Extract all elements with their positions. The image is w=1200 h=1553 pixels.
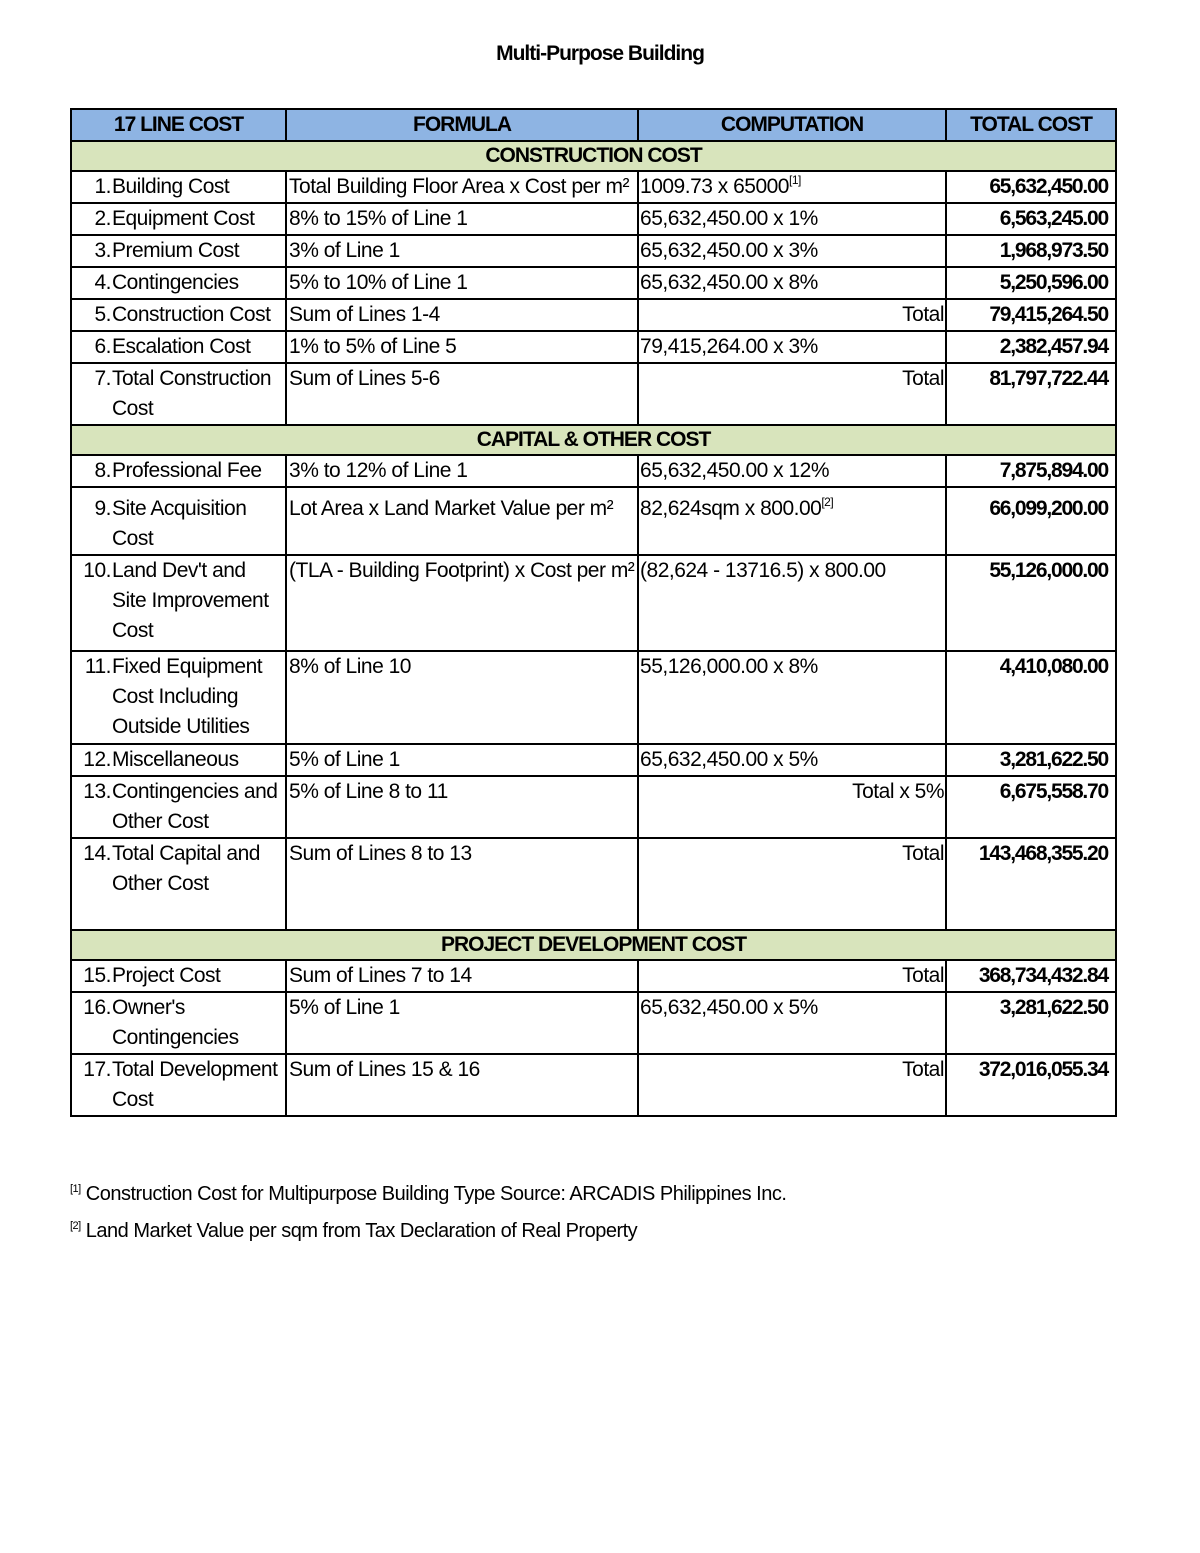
- computation-text: (82,624 - 13716.5) x 800.00: [640, 559, 886, 582]
- computation-cell: [638, 960, 946, 992]
- computation-cell: [638, 555, 946, 651]
- computation-text: 65,632,450.00 x 5%: [640, 996, 818, 1019]
- line-item: Contingencies and Other Cost: [111, 776, 286, 838]
- line-item: Construction Cost: [111, 299, 286, 331]
- total-cost-cell: 4,410,080.00: [946, 651, 1116, 744]
- computation-cell: [638, 299, 946, 331]
- line-item: Site Acquisition Cost: [111, 487, 286, 555]
- table-row: [71, 331, 1116, 363]
- computation-cell: [638, 1054, 946, 1116]
- formula-cell: Sum of Lines 8 to 13: [286, 838, 638, 930]
- line-number: 15.: [71, 960, 111, 992]
- table-row: [71, 455, 1116, 487]
- line-number: 17.: [71, 1054, 111, 1116]
- section-row-construction: [71, 141, 1116, 171]
- footnote-reference: [1]: [789, 173, 801, 187]
- computation-cell: [638, 171, 946, 203]
- total-cost-cell: 81,797,722.44: [946, 363, 1116, 425]
- table-row: [71, 487, 1116, 555]
- total-cost-cell: 6,675,558.70: [946, 776, 1116, 838]
- formula-cell: 3% of Line 1: [286, 235, 638, 267]
- line-item: Contingencies: [111, 267, 286, 299]
- section-title-construction: CONSTRUCTION COST: [71, 141, 1116, 171]
- computation-text: Total: [902, 1058, 945, 1081]
- computation-text: 65,632,450.00 x 5%: [640, 748, 818, 771]
- section-row-project: [71, 930, 1116, 960]
- total-cost-cell: 6,563,245.00: [946, 203, 1116, 235]
- line-item: Project Cost: [111, 960, 286, 992]
- line-item: Premium Cost: [111, 235, 286, 267]
- formula-cell: Total Building Floor Area x Cost per m²: [286, 171, 638, 203]
- table-header-row: [71, 109, 1116, 141]
- computation-cell: [638, 331, 946, 363]
- computation-text: 79,415,264.00 x 3%: [640, 335, 818, 358]
- line-number: 9.: [71, 487, 111, 555]
- table-row: [71, 363, 1116, 425]
- line-number: 3.: [71, 235, 111, 267]
- computation-text: 82,624sqm x 800.00: [640, 497, 822, 520]
- total-cost-cell: 66,099,200.00: [946, 487, 1116, 555]
- formula-cell: Lot Area x Land Market Value per m²: [286, 487, 638, 555]
- line-item: Professional Fee: [111, 455, 286, 487]
- header-total-cost: TOTAL COST: [946, 109, 1116, 141]
- table-row: [71, 1054, 1116, 1116]
- line-number: 12.: [71, 744, 111, 776]
- formula-cell: Sum of Lines 7 to 14: [286, 960, 638, 992]
- total-cost-cell: 1,968,973.50: [946, 235, 1116, 267]
- footnote-1: [70, 1183, 786, 1206]
- computation-cell: [638, 203, 946, 235]
- table-row: [71, 171, 1116, 203]
- computation-cell: [638, 838, 946, 930]
- total-cost-cell: 55,126,000.00: [946, 555, 1116, 651]
- formula-cell: Sum of Lines 5-6: [286, 363, 638, 425]
- line-item: Building Cost: [111, 171, 286, 203]
- total-cost-cell: 7,875,894.00: [946, 455, 1116, 487]
- computation-text: Total: [902, 964, 945, 987]
- total-cost-cell: 5,250,596.00: [946, 267, 1116, 299]
- footnote-mark: [2]: [70, 1220, 81, 1232]
- formula-cell: Sum of Lines 1-4: [286, 299, 638, 331]
- formula-cell: 8% of Line 10: [286, 651, 638, 744]
- computation-cell: [638, 363, 946, 425]
- header-computation: COMPUTATION: [638, 109, 946, 141]
- line-number: 7.: [71, 363, 111, 425]
- computation-text: Total x 5%: [852, 780, 945, 803]
- total-cost-cell: 368,734,432.84: [946, 960, 1116, 992]
- footnote-text: Land Market Value per sqm from Tax Declaration of Real Property: [85, 1220, 638, 1242]
- header-formula: FORMULA: [286, 109, 638, 141]
- computation-cell: [638, 992, 946, 1054]
- computation-text: 65,632,450.00 x 12%: [640, 459, 830, 482]
- line-number: 11.: [71, 651, 111, 744]
- computation-cell: [638, 744, 946, 776]
- section-row-capital: [71, 425, 1116, 455]
- table-row: [71, 776, 1116, 838]
- computation-cell: [638, 455, 946, 487]
- table-row: [71, 651, 1116, 744]
- line-item: Total Construction Cost: [111, 363, 286, 425]
- computation-text: 65,632,450.00 x 3%: [640, 239, 818, 262]
- total-cost-cell: 143,468,355.20: [946, 838, 1116, 930]
- line-number: 10.: [71, 555, 111, 651]
- line-number: 1.: [71, 171, 111, 203]
- computation-text: 55,126,000.00 x 8%: [640, 655, 818, 678]
- computation-cell: [638, 651, 946, 744]
- footnote-text: Construction Cost for Multipurpose Building Type Source: ARCADIS Philippines Inc.: [85, 1183, 787, 1205]
- formula-cell: 5% of Line 1: [286, 992, 638, 1054]
- table-row: [71, 267, 1116, 299]
- formula-cell: Sum of Lines 15 & 16: [286, 1054, 638, 1116]
- total-cost-cell: 79,415,264.50: [946, 299, 1116, 331]
- total-cost-cell: 65,632,450.00: [946, 171, 1116, 203]
- computation-text: Total: [902, 842, 945, 865]
- formula-cell: (TLA - Building Footprint) x Cost per m²: [286, 555, 638, 651]
- formula-cell: 1% to 5% of Line 5: [286, 331, 638, 363]
- line-number: 2.: [71, 203, 111, 235]
- total-cost-cell: 3,281,622.50: [946, 992, 1116, 1054]
- line-number: 16.: [71, 992, 111, 1054]
- line-number: 6.: [71, 331, 111, 363]
- section-title-capital: CAPITAL & OTHER COST: [71, 425, 1116, 455]
- table-row: [71, 838, 1116, 930]
- line-item: Land Dev't and Site Improvement Cost: [111, 555, 286, 651]
- formula-cell: 5% of Line 8 to 11: [286, 776, 638, 838]
- formula-cell: 8% to 15% of Line 1: [286, 203, 638, 235]
- total-cost-cell: 372,016,055.34: [946, 1054, 1116, 1116]
- line-item: Fixed Equipment Cost Including Outside Utilities: [111, 651, 286, 744]
- computation-text: 1009.73 x 65000: [640, 175, 789, 198]
- line-item: Total Capital and Other Cost: [111, 838, 286, 930]
- footnote-mark: [1]: [70, 1183, 81, 1195]
- formula-cell: 5% to 10% of Line 1: [286, 267, 638, 299]
- cost-table: [70, 108, 1117, 1117]
- line-item: Owner's Contingencies: [111, 992, 286, 1054]
- line-number: 4.: [71, 267, 111, 299]
- table-row: [71, 555, 1116, 651]
- table-row: [71, 235, 1116, 267]
- line-number: 8.: [71, 455, 111, 487]
- line-item: Equipment Cost: [111, 203, 286, 235]
- line-item: Miscellaneous: [111, 744, 286, 776]
- table-row: [71, 960, 1116, 992]
- section-title-project: PROJECT DEVELOPMENT COST: [71, 930, 1116, 960]
- formula-cell: 3% to 12% of Line 1: [286, 455, 638, 487]
- computation-cell: [638, 776, 946, 838]
- table-row: [71, 992, 1116, 1054]
- total-cost-cell: 2,382,457.94: [946, 331, 1116, 363]
- computation-text: 65,632,450.00 x 1%: [640, 207, 818, 230]
- footnote-2: [70, 1220, 637, 1243]
- line-item: Total Development Cost: [111, 1054, 286, 1116]
- table-row: [71, 203, 1116, 235]
- line-number: 5.: [71, 299, 111, 331]
- computation-text: 65,632,450.00 x 8%: [640, 271, 818, 294]
- footnote-reference: [2]: [821, 495, 834, 509]
- computation-cell: [638, 267, 946, 299]
- line-number: 14.: [71, 838, 111, 930]
- total-cost-cell: 3,281,622.50: [946, 744, 1116, 776]
- formula-cell: 5% of Line 1: [286, 744, 638, 776]
- table-row: [71, 744, 1116, 776]
- computation-text: Total: [902, 367, 945, 390]
- page-title: Multi-Purpose Building: [496, 42, 704, 65]
- line-item: Escalation Cost: [111, 331, 286, 363]
- header-line-cost: 17 LINE COST: [71, 109, 286, 141]
- table-row: [71, 299, 1116, 331]
- computation-cell: [638, 235, 946, 267]
- computation-cell: [638, 487, 946, 555]
- computation-text: Total: [902, 303, 945, 326]
- line-number: 13.: [71, 776, 111, 838]
